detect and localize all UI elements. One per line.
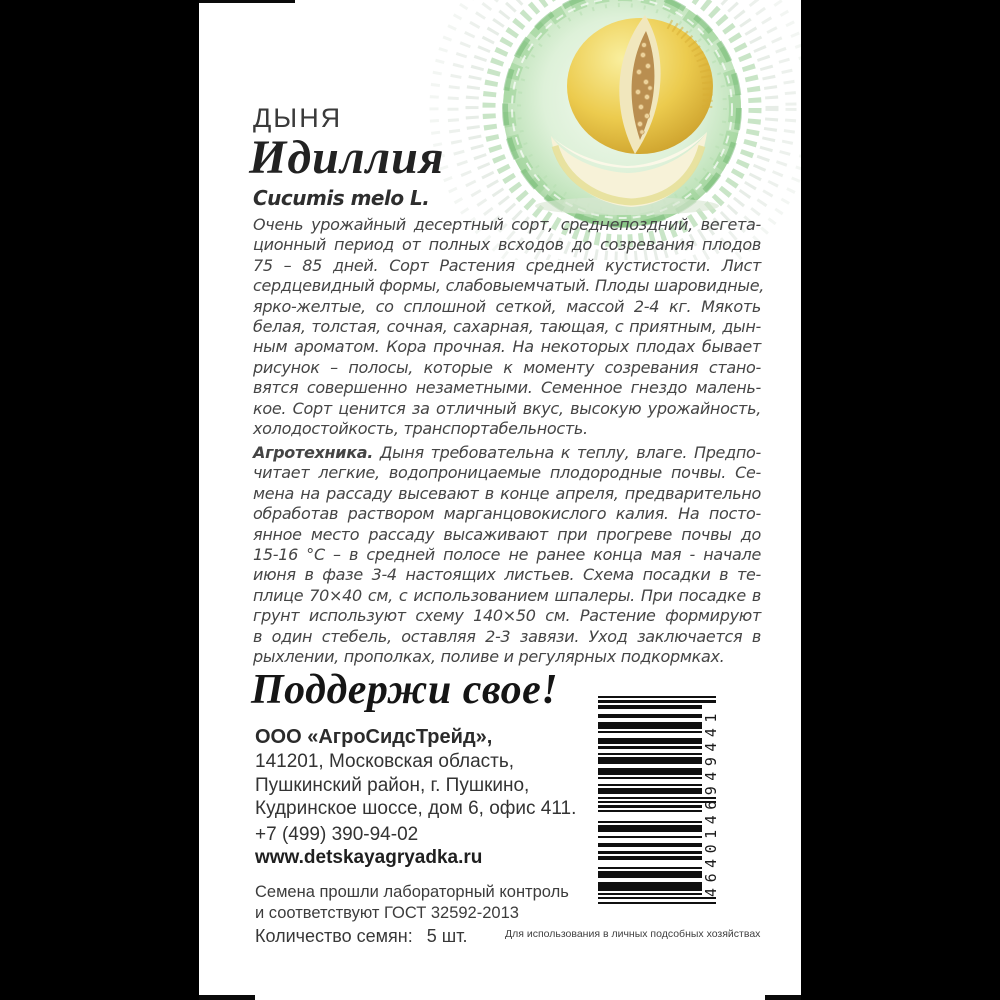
description-line: ным ароматом. Кора прочная. На некоторых плодах бывает: [253, 337, 761, 357]
label-edge-bottom-right: [765, 995, 801, 1000]
agro-line: 15-16 °С – в средней полосе не ранее конца мая - начале: [253, 545, 761, 565]
label-edge-top: [199, 0, 295, 3]
company-info: [255, 724, 576, 870]
barcode-number: 4640146949441: [702, 708, 720, 897]
description-line: ярко-желтые, со сплошной сеткой, массой 2-4 кг. Мякоть: [253, 296, 761, 316]
latin-name: Cucumis melo L.: [253, 186, 430, 210]
description-line: белая, толстая, сочная, сахарная, тающая, с приятным, дын-: [253, 317, 761, 337]
description-line: 75 – 85 дней. Сорт Растения средней кустистости. Лист: [253, 255, 761, 275]
description-line: Очень урожайный десертный сорт, среднепоздний, вегета-: [253, 215, 761, 234]
seed-packet-label: [199, 0, 801, 1000]
description-line: холодостойкость, транспортабельность.: [253, 419, 588, 439]
agro-line: рыхлении, прополках, поливе и регулярных подкормках.: [253, 647, 725, 667]
certification-note: [255, 882, 569, 924]
description-line: ционный период от полных всходов до созревания плодов: [253, 235, 761, 255]
agro-lead: Агротехника.: [253, 443, 374, 462]
description-line: кое. Сорт ценится за отличный вкус, высокую урожайность,: [253, 398, 761, 418]
label-edge-bottom-left: [199, 995, 255, 1000]
usage-note: Для использования в личных подсобных хозяйствах: [505, 928, 761, 940]
certification-line: и соответствуют ГОСТ 32592-2013: [255, 904, 519, 922]
agro-line: читает легкие, водопроницаемые плодородные почвы. Се-: [253, 463, 761, 483]
crop-category: ДЫНЯ: [253, 103, 343, 133]
agro-line-text: Дыня требовательна к теплу, влаге. Предпо-: [379, 443, 761, 462]
description-line: рисунок – полосы, которые к моменту созревания стано-: [253, 357, 761, 377]
company-phone: +7 (499) 390-94-02: [255, 823, 419, 845]
agrotechnics: [253, 443, 761, 667]
agro-line: в один стебель, оставляя 2-3 завязи. Уход заключается в: [253, 626, 761, 646]
agro-line: [253, 443, 761, 463]
brand-slogan: Поддержи свое!: [251, 667, 559, 713]
agro-line: июня в фазе 3-4 настоящих листьев. Схема посадки в те-: [253, 565, 761, 585]
agro-line: обработав раствором марганцовокислого калия. На посто-: [253, 504, 761, 524]
company-address-line: Пушкинский район, г. Пушкино,: [255, 774, 530, 796]
description-line: вятся совершенно незаметными. Семенное гнездо малень-: [253, 378, 761, 398]
seed-quantity-value: 5 шт.: [426, 926, 468, 946]
description-line: сердцевидный формы, слабовыемчатый. Плоды шаровидные,: [253, 276, 765, 296]
barcode-bars: [598, 696, 716, 904]
variety-name: Идиллия: [249, 131, 445, 184]
company-website: www.detskayagryadka.ru: [255, 846, 483, 868]
barcode: [598, 696, 730, 912]
company-address-line: 141201, Московская область,: [255, 751, 515, 772]
agro-line: грунт используют схему 140×50 см. Растение формируют: [253, 606, 761, 626]
agro-line: мена на рассаду высевают в конце апреля, предварительно: [253, 483, 761, 503]
seed-quantity: [255, 926, 467, 947]
company-address-line: Кудринское шоссе, дом 6, офис 411.: [255, 798, 577, 819]
variety-description: [253, 215, 765, 439]
agro-line: плице 70×40 см, с использованием шпалеры. При посадке в: [253, 585, 761, 605]
seed-quantity-label: Количество семян:: [255, 926, 413, 946]
certification-line: Семена прошли лабораторный контроль: [255, 883, 569, 901]
agro-line: янное место рассаду высаживают при прогреве почвы до: [253, 524, 761, 544]
company-name: ООО «АгроСидсТрейд»,: [255, 726, 493, 748]
